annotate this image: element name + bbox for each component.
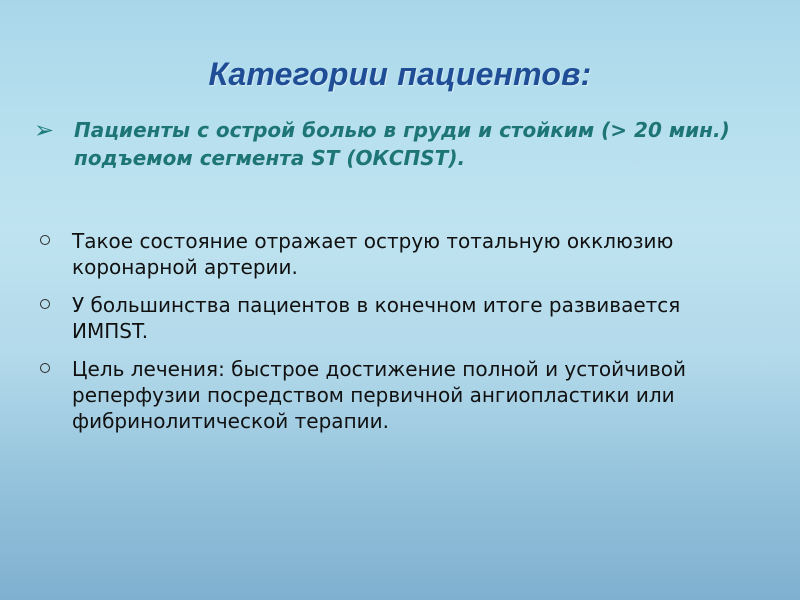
bullet-list	[40, 228, 760, 446]
lead-point-text: Пациенты с острой болью в груди и стойким (> 20 мин.) подъемом сегмента ST (ОКСПST).	[74, 118, 730, 170]
circle-bullet-icon	[40, 299, 50, 309]
bullet-item-text: У большинства пациентов в конечном итоге развивается ИМПST.	[72, 293, 681, 343]
lead-point	[34, 116, 764, 172]
circle-bullet-icon	[40, 235, 50, 245]
bullet-item	[40, 292, 760, 344]
bullet-item-text: Такое состояние отражает острую тотальную окклюзию коронарной артерии.	[72, 229, 674, 279]
arrow-bullet-icon: ➢	[34, 116, 55, 144]
bullet-item-text: Цель лечения: быстрое достижение полной и устойчивой реперфузии посредством первичной ангиопластики или фибринолитической терапии.	[72, 357, 686, 433]
bullet-item	[40, 228, 760, 280]
slide-title: Категории пациентов:	[208, 56, 592, 92]
circle-bullet-icon	[40, 363, 50, 373]
bullet-item	[40, 356, 760, 434]
